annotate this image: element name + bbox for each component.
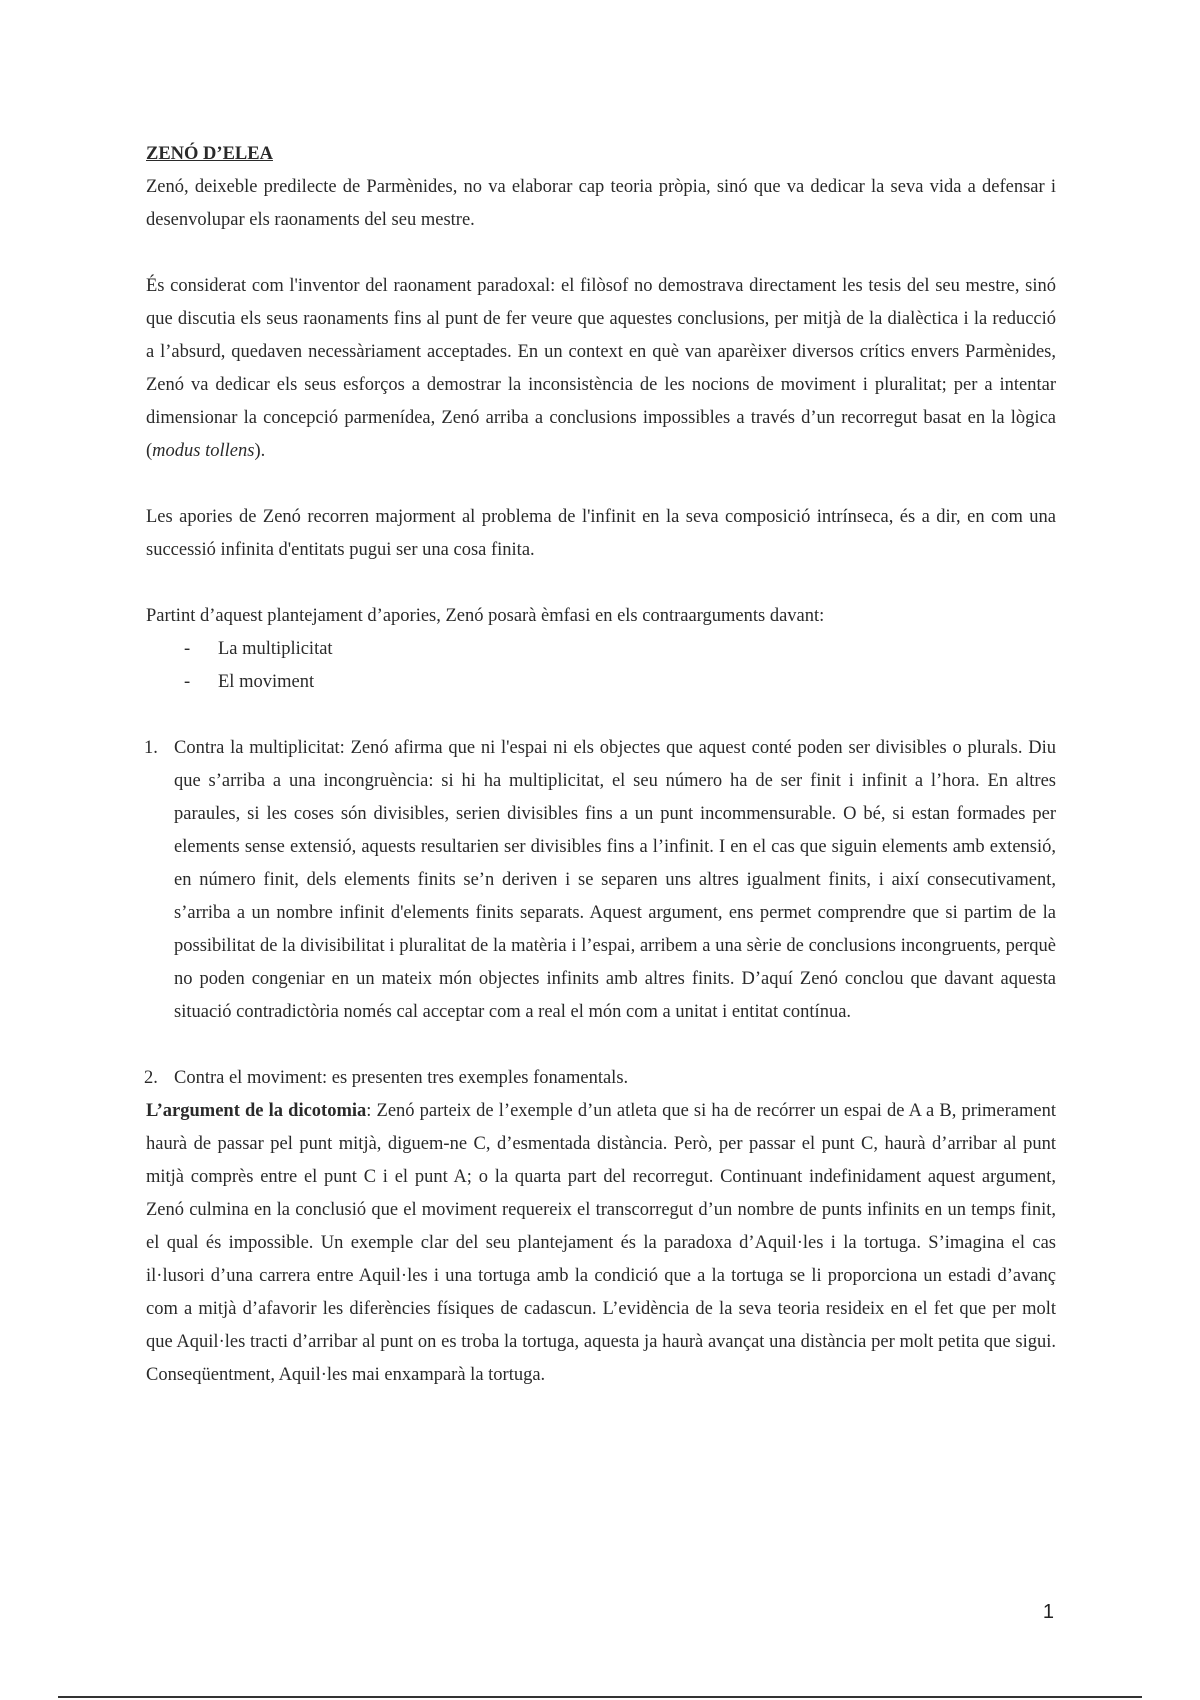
paradox-text: És considerat com l'inventor del raonament paradoxal: el filòsof no demostrava directament les tesis del seu mestre, sinó que discutia els seus raonaments fins al punt de fer veure que aquestes conclusions, per mitjà de la dialèctica i la reducció a l’absurd, quedaven necessàriament acceptades. En un context en què van aparèixer diversos crítics envers Parmènides, Zenó va dedicar els seus esforços a demostrar la inconsistència de les nocions de moviment i pluralitat; per a intentar dimensionar la concepció parmenídea, Zenó arriba a conclusions impossibles a través d’un recorregut basat en la lògica ( — [146, 276, 1056, 461]
modus-tollens-term: modus tollens — [152, 441, 255, 461]
paradox-paragraph — [146, 270, 1056, 468]
list-item-text: La multiplicitat — [218, 639, 333, 659]
dichotomy-text: : Zenó parteix de l’exemple d’un atleta que si ha de recórrer un espai de A a B, primerament haurà de passar pel punt mitjà, diguem-ne C, d’esmentada distància. Però, per passar el punt C, haurà d’arribar al punt mitjà comprès entre el punt C i el punt A; o la quarta part del recorregut. Continuant indefinidament aquest argument, Zenó culmina en la conclusió que el moviment requereix el transcorregut d’un nombre de punts infinits en un temps finit, el qual és impossible. Un exemple clar del seu plantejament és la paradoxa d’Aquil·les i la tortuga. S’imagina el cas il·lusori d’una carrera entre Aquil·les i una tortuga amb la condició que a la tortuga se li proporciona un estadi d’avanç com a mitjà d’afavorir les diferències físiques de cadascun. L’evidència de la seva teoria resideix en el fet que per molt que Aquil·les tracti d’arribar al punt on es troba la tortuga, aquesta ja haurà avançat una distància per molt petita que sigui. Conseqüentment, Aquil·les mai enxamparà la tortuga. — [146, 1101, 1056, 1385]
dichotomy-label: L’argument de la dicotomia — [146, 1101, 367, 1121]
aporias-paragraph: Les apories de Zenó recorren majorment al problema de l'infinit en la seva composició intrínseca, és a dir, en com una successió infinita d'entitats pugui ser una cosa finita. — [146, 507, 1056, 560]
list-item-text: El moviment — [218, 672, 315, 692]
document-title: ZENÓ D’ELEA — [146, 144, 273, 164]
item-number: 1. — [144, 738, 158, 758]
movement-text: Contra el moviment: es presenten tres exemples fonamentals. — [174, 1068, 629, 1088]
paradox-end: ). — [254, 441, 266, 461]
list-item — [146, 633, 1056, 666]
counterarguments-intro: Partint d’aquest plantejament d’apories, Zenó posarà èmfasi en els contraarguments davant: — [146, 606, 825, 626]
intro-paragraph: Zenó, deixeble predilecte de Parmènides, no va elaborar cap teoria pròpia, sinó que va dedicar la seva vida a defensar i desenvolupar els raonaments del seu mestre. — [146, 177, 1056, 230]
dash-bullet: - — [184, 639, 191, 659]
multiplicity-text: Contra la multiplicitat: Zenó afirma que ni l'espai ni els objectes que aquest conté poden ser divisibles o plurals. Diu que s’arriba a una incongruència: si hi ha multiplicitat, el seu número ha de ser finit i infinit a l’hora. En altres paraules, si les coses són divisibles, serien divisibles fins a un punt incommensurable. O bé, si estan formades per elements sense extensió, aquests resultarien ser divisibles fins a l’infinit. I en el cas que siguin elements amb extensió, en número finit, dels elements finits se’n deriven i se separen uns altres igualment finits, i així consecutivament, s’arriba a un nombre infinit d'elements finits separats. Aquest argument, ens permet comprendre que si partim de la possibilitat de la divisibilitat i pluralitat de la matèria i l’espai, arribem a una sèrie de conclusions incongruents, perquè no poden congeniar en un mateix món objectes infinits amb altres finits. D’aquí Zenó conclou que davant aquesta situació contradictòria només cal acceptar com a real el món com a unitat i entitat contínua. — [174, 738, 1056, 1022]
movement-argument — [146, 1062, 1056, 1095]
list-item — [146, 666, 1056, 699]
dash-bullet: - — [184, 672, 191, 692]
counterarguments-list — [146, 633, 1056, 699]
spacer — [146, 699, 1056, 732]
spacer — [146, 1029, 1056, 1062]
spacer — [146, 468, 1056, 501]
page-number: 1 — [1042, 1601, 1054, 1623]
spacer — [146, 567, 1056, 600]
document-page — [146, 138, 1056, 1392]
spacer — [146, 237, 1056, 270]
item-number: 2. — [144, 1068, 158, 1088]
multiplicity-argument — [146, 732, 1056, 1029]
dichotomy-paragraph — [146, 1095, 1056, 1392]
footer-divider — [58, 1696, 1142, 1698]
